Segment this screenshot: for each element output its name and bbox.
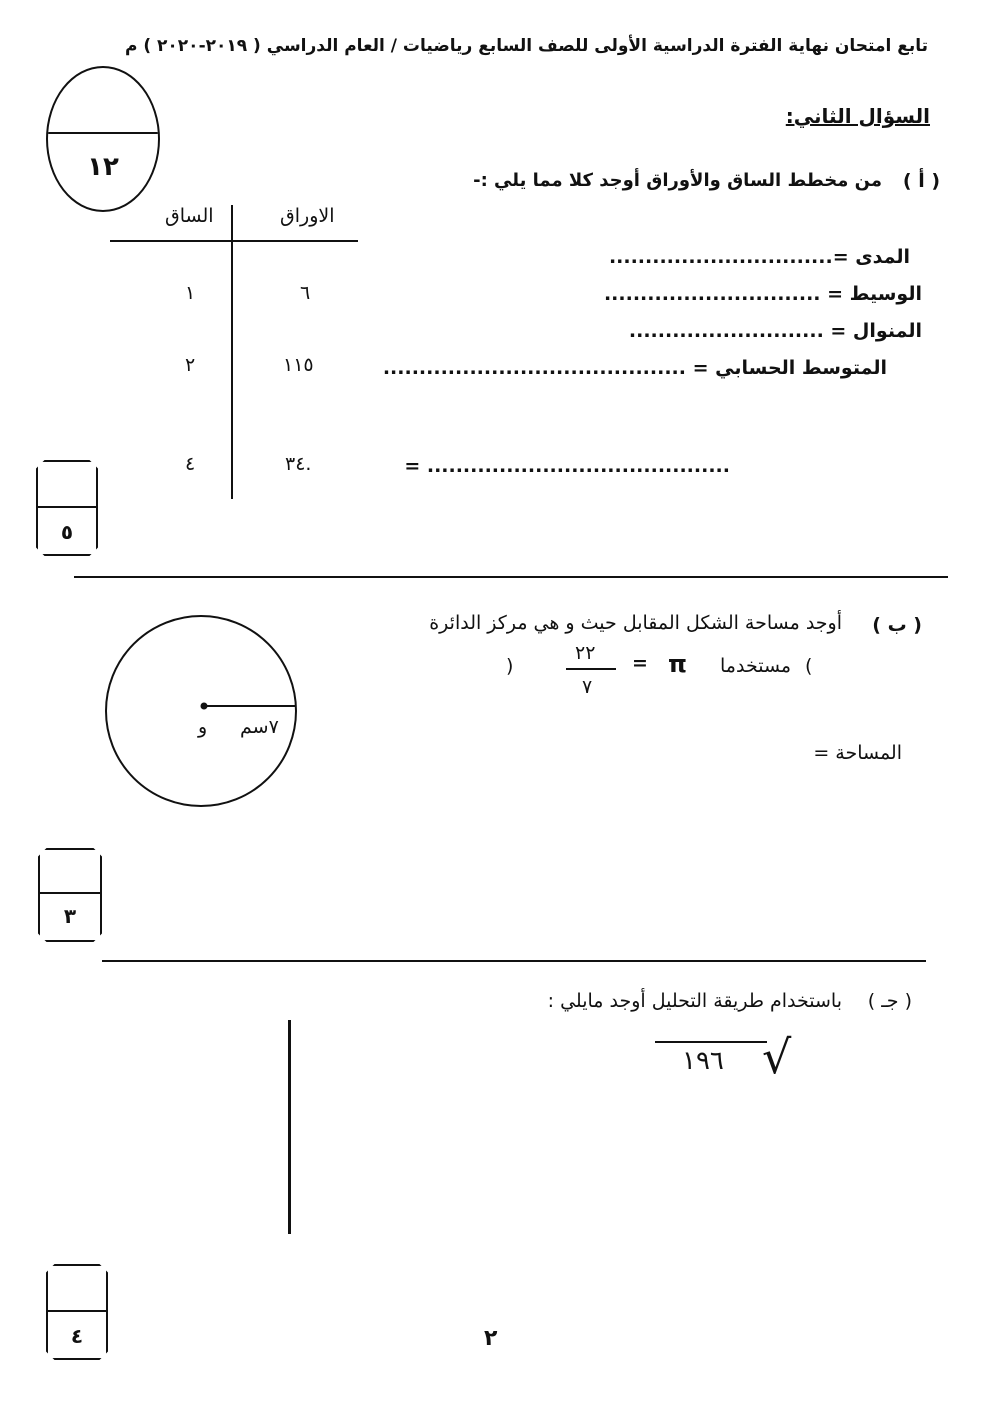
part-a-score-box <box>36 460 98 556</box>
part-a-label: ( أ ) <box>902 170 940 192</box>
stem-2: ٢ <box>185 354 196 376</box>
question-title: السؤال الثاني: <box>785 104 930 128</box>
leaves-1: ٦ <box>300 282 311 304</box>
circle-outline <box>106 616 296 806</box>
work-area-line <box>288 1020 291 1234</box>
leaves-header: الاوراق <box>280 205 335 227</box>
sqrt-icon: √ <box>762 1030 792 1084</box>
total-score-oval <box>46 66 160 212</box>
fraction-bar <box>566 668 616 670</box>
sqrt-radicand: ١٩٦ <box>682 1046 724 1076</box>
page-number: ٢ <box>484 1326 498 1351</box>
stem-1: ١ <box>185 282 196 304</box>
sqrt-vinculum <box>655 1041 767 1043</box>
part-b-label: ( ب ) <box>872 614 922 636</box>
leaves-2: ١١٥ <box>283 354 314 376</box>
extra-field[interactable]: = .......................................... <box>404 455 730 477</box>
hint-close-paren: ) <box>506 655 514 677</box>
part-a-text: من مخطط الساق والأوراق أوجد كلا مما يلي :- <box>473 170 882 191</box>
stem-header: الساق <box>165 205 214 227</box>
total-score-value: ١٢ <box>87 152 119 182</box>
part-c-score: ٤ <box>70 1324 84 1348</box>
part-c-text: باستخدام طريقة التحليل أوجد مايلي : <box>547 990 842 1012</box>
circle-center-label: و <box>198 716 208 738</box>
part-b-score: ٣ <box>63 904 77 928</box>
part-c-score-box <box>46 1264 108 1360</box>
fraction-numerator: ٢٢ <box>575 642 596 664</box>
circle-radius-label: ٧سم <box>240 716 279 738</box>
section-divider-1 <box>74 576 948 578</box>
circle-figure <box>104 614 298 808</box>
stem-3: ٤ <box>185 453 196 475</box>
stem-leaf-hline <box>110 240 358 242</box>
hint-word: مستخدما <box>720 655 792 677</box>
hint-open-paren: ( <box>805 655 813 677</box>
circle-center-dot <box>201 703 208 710</box>
mode-field[interactable]: المنوال = ........................... <box>628 320 922 342</box>
pi-symbol: π <box>668 650 687 678</box>
leaves-3: ٣٤. <box>285 453 312 475</box>
area-field[interactable]: المساحة = <box>813 742 902 764</box>
part-c-label: ( جـ ) <box>867 990 912 1012</box>
page-header: تابع امتحان نهاية الفترة الدراسية الأولى للصف السابع رياضيات / العام الدراسي ( ٢٠١٩-٢٠٢٠ ) م <box>124 36 928 56</box>
stem-leaf-vline <box>231 205 233 499</box>
median-field[interactable]: الوسيط = .............................. <box>603 283 922 305</box>
range-field[interactable]: المدى =............................... <box>608 246 910 268</box>
part-a-score: ٥ <box>60 520 74 544</box>
part-b-text: أوجد مساحة الشكل المقابل حيث و هي مركز الدائرة <box>429 612 842 634</box>
mean-field[interactable]: المتوسط الحسابي = .......................................... <box>382 357 887 379</box>
hint-equals: = <box>632 652 648 674</box>
section-divider-2 <box>102 960 926 962</box>
part-b-score-box <box>38 848 102 942</box>
fraction-denominator: ٧ <box>582 676 593 698</box>
